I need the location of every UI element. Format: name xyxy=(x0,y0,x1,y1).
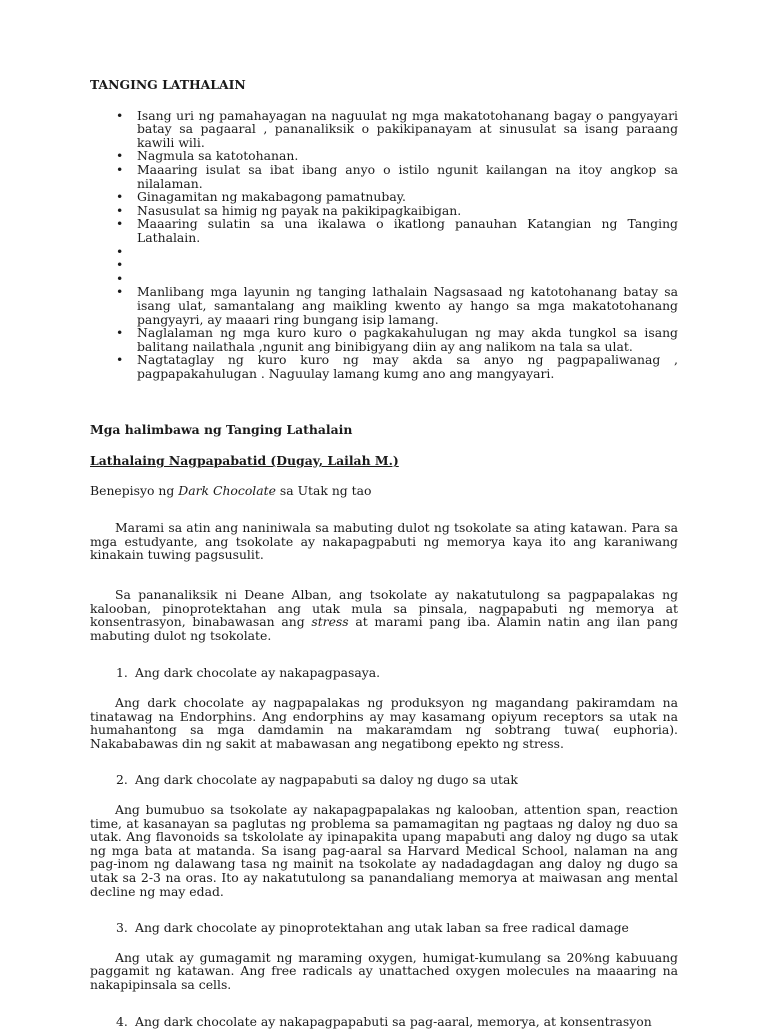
benefit-number: 4. xyxy=(116,1013,128,1029)
intro-paragraph-2 xyxy=(90,588,678,642)
benefit-body: Ang utak ay gumagamit ng maraming oxygen, humigat-kumulang sa 20%ng kabuuang paggamit ng katawan. Ang free radicals ay unattached oxygen molecules na maaaring na nakapipinsala sa cells. xyxy=(90,949,678,992)
bullet-item-empty xyxy=(90,272,678,286)
bullet-item: • Ginagamitan ng makabagong pamatnubay. xyxy=(90,190,678,204)
bullet-item: • Nasusulat sa himig ng payak na pakikipagkaibigan. xyxy=(90,204,678,218)
article-title-suffix: sa Utak ng tao xyxy=(275,482,372,498)
benefit-item xyxy=(90,921,678,991)
article-title-emphasis: Dark Chocolate xyxy=(178,482,276,498)
benefit-item xyxy=(90,1015,678,1029)
bullet-item: • Nagmula sa katotohanan. xyxy=(90,149,678,163)
benefit-title xyxy=(90,666,678,680)
article-title-prefix: Benepisyo ng xyxy=(90,482,179,498)
intro-paragraph: Marami sa atin ang naniniwala sa mabuting dulot ng tsokolate sa ating katawan. Para sa mga estudyante, ang tsokolate ay nakapagpabuti ng memorya kaya ito ang karaniwang kinakain tuwing pagsusulit. xyxy=(90,520,678,563)
benefit-body: Ang bumubuo sa tsokolate ay nakapagpapalakas ng kalooban, attention span, reaction time, at kasanayan sa paglutas ng problema sa pamamagitan ng pagtaas ng daloy ng duo sa utak. Ang flavonoids sa tskololate ay ipinapakita upang mapabuti ang daloy ng dugo sa utak ng mga bata at matanda. Sa isang pag-aaral sa Harvard Medical School, nalaman na ang pag-inom ng dalawang tasa ng mainit na tsokolate ay nadadagdagan ang daloy ng dugo sa utak sa 2-3 na oras. Ito ay nakatutulong sa panandaliang memorya at maiwasan ang mental decline ng may edad. xyxy=(90,801,678,899)
benefit-title xyxy=(90,773,678,787)
benefit-title-text: Ang dark chocolate ay nagpapabuti sa daloy ng dugo sa utak xyxy=(135,772,518,788)
benefit-title xyxy=(90,1015,678,1029)
bullet-item: • Isang uri ng pamahayagan na naguulat ng mga makatotohanang bagay o pangyayari batay sa pagaaral , pananaliksik o pakikipanayam at sinusulat sa isang paraang kawili wili. xyxy=(90,109,678,150)
bullet-item: • Manlibang mga layunin ng tanging lathalain Nagsasaad ng katotohanang batay sa isang ulat, samantalang ang maikling kwento ay hango sa mga makatotohanang pangyayri, ay maaari ring bungang isip lamang. xyxy=(90,285,678,326)
bullet-list xyxy=(90,109,678,381)
bullet-item: • Nagtataglay ng kuro kuro ng may akda sa anyo ng pagpapaliwanag , pagpapakahulugan . Naguulay lamang kumg ano ang mangyayari. xyxy=(90,353,678,380)
benefit-item xyxy=(90,666,678,750)
bullet-item-empty xyxy=(90,245,678,259)
benefit-title-text: Ang dark chocolate ay pinoprotektahan ang utak laban sa free radical damage xyxy=(135,920,629,936)
benefit-body: Ang dark chocolate ay nagpapalakas ng produksyon ng magandang pakiramdam na tinatawag na Endorphins. Ang endorphins ay may kasamang opiyum receptors sa utak na humahantong sa mga damdamin na makaramdam ng sobtrang tuwa( euphoria). Nakababawas din ng sakit at mabawasan ang negatibong epekto ng stress. xyxy=(90,695,678,751)
benefit-number: 2. xyxy=(116,772,128,788)
bullet-item: • Naglalaman ng mga kuro kuro o pagkakahulugan ng may akda tungkol sa isang balitang nailathala ,ngunit ang binibigyang diin ay ang nalikom na tala sa ulat. xyxy=(90,326,678,353)
examples-heading: Mga halimbawa ng Tanging Lathalain xyxy=(90,422,353,438)
intro-text: at marami pang iba. Alamin natin ang ilan pang mabuting dulot ng tsokolate. xyxy=(90,614,679,643)
benefit-title-text: Ang dark chocolate ay nakapagpasaya. xyxy=(135,665,381,681)
article-title xyxy=(90,484,678,498)
bullet-item: • Maaaring isulat sa ibat ibang anyo o istilo ngunit kailangan na itoy angkop sa nilalaman. xyxy=(90,163,678,190)
benefit-number: 3. xyxy=(116,920,128,936)
intro-text: Sa pananaliksik ni Deane Alban, ang tsokolate ay nakatutulong sa pagpapalakas ng kalooban, pinoprotektahan ang utak mula sa pinsala, nagpapabuti ng memorya at konsentrasyon, binabawasan ang xyxy=(90,587,678,630)
benefit-list xyxy=(90,666,678,1028)
bullet-item-empty xyxy=(90,258,678,272)
benefit-title-text: Ang dark chocolate ay nakapagpapabuti sa pag-aaral, memorya, at konsentrasyon xyxy=(135,1013,652,1029)
bullet-item: • Maaaring sulatin sa una ikalawa o ikatlong panauhan Katangian ng Tanging Lathalain. xyxy=(90,217,678,244)
intro-emphasis: stress xyxy=(311,614,349,630)
benefit-title xyxy=(90,921,678,935)
benefit-number: 1. xyxy=(116,665,128,681)
article-subheading: Lathalaing Nagpapabatid (Dugay, Lailah M.) xyxy=(90,453,399,469)
benefit-item xyxy=(90,773,678,898)
main-heading: TANGING LATHALAIN xyxy=(90,77,246,92)
